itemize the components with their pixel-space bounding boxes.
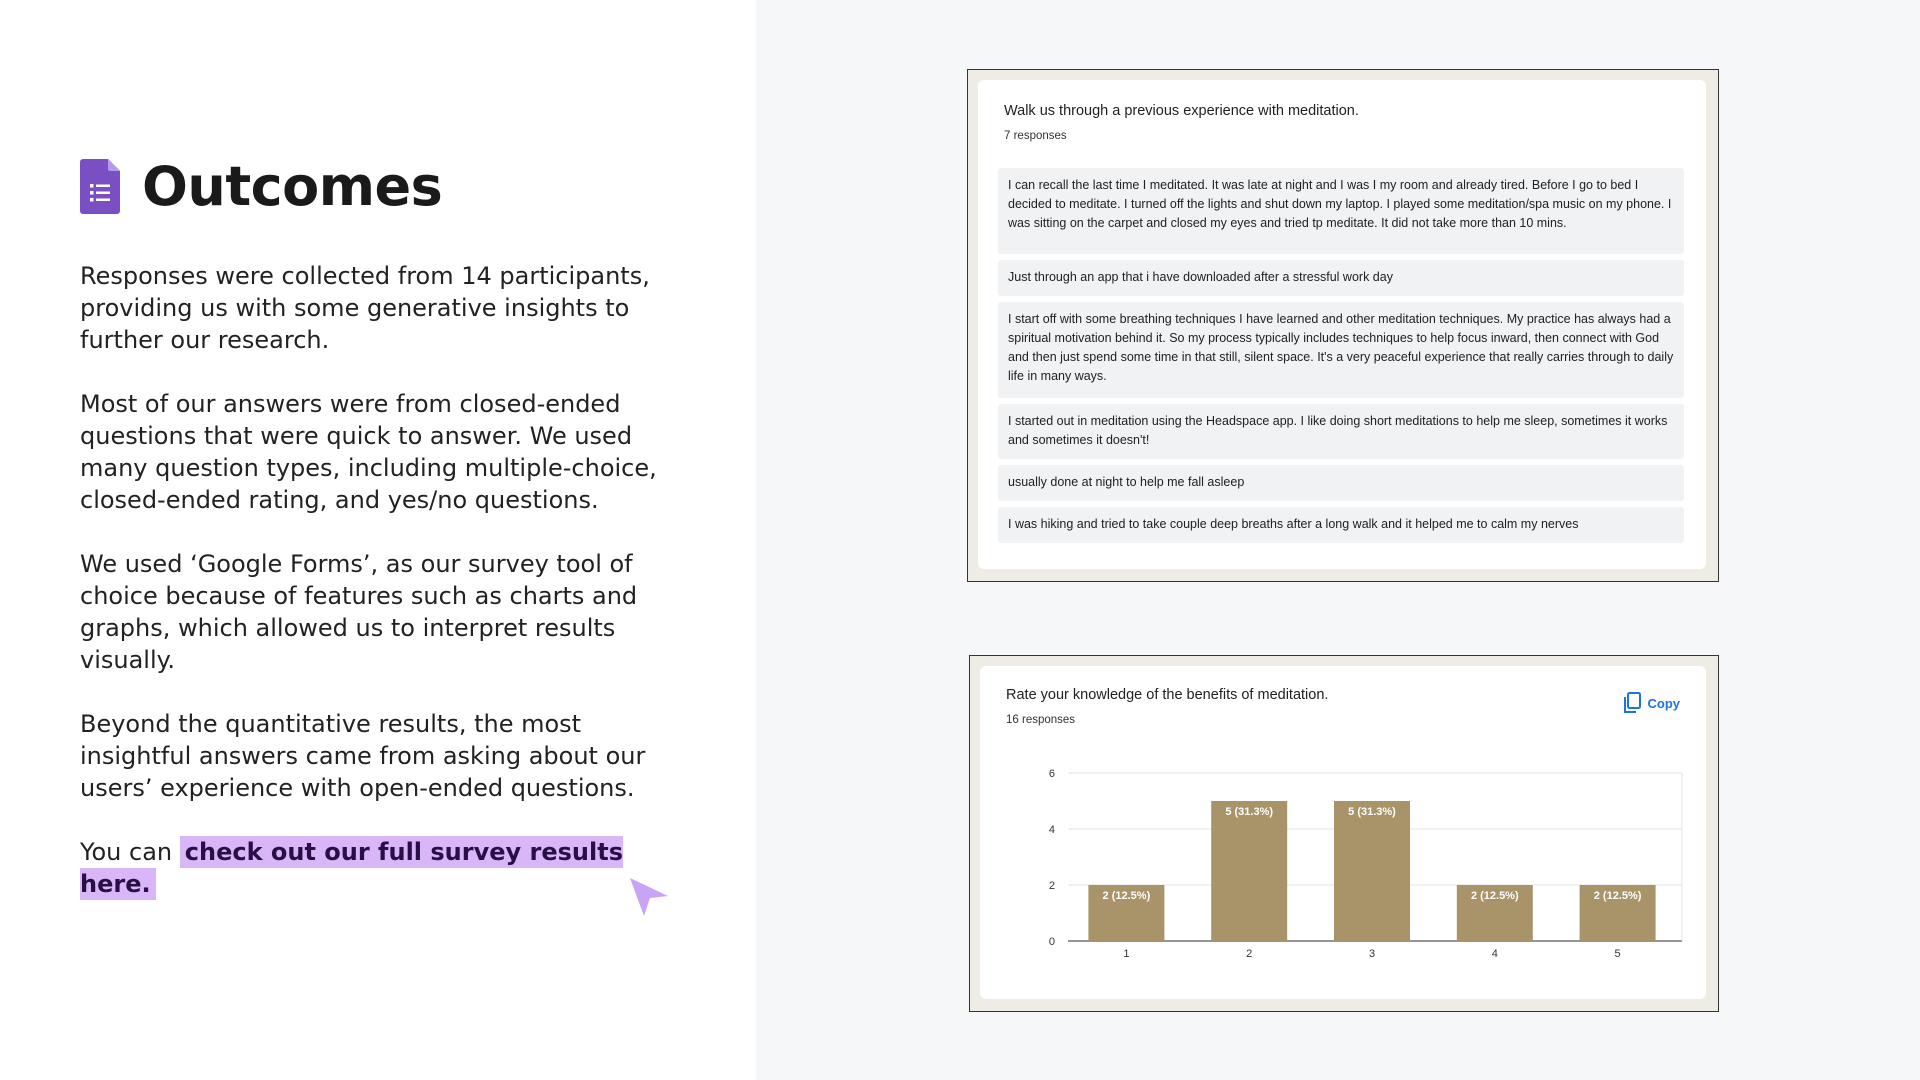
title-row [80,155,442,218]
x-tick-label: 2 [1246,948,1253,960]
y-tick-label: 2 [1048,880,1055,892]
paragraph-3: We used ‘Google Forms’, as our survey tool of choice because of features such as charts and graphs, which allowed us to interpret results visually. [80,550,638,674]
bar [1211,801,1287,941]
google-forms-icon [80,159,120,214]
x-tick-label: 4 [1491,948,1498,960]
question-title: Rate your knowledge of the benefits of meditation. [1006,687,1329,703]
cta-line [80,836,680,900]
rating-chart-sheet [980,666,1706,999]
paragraph-4: Beyond the quantitative results, the most insightful answers came from asking about our users’ experience with open-ended questions. [80,710,646,802]
page-title: Outcomes [142,155,443,218]
response-item: I start off with some breathing techniques I have learned and other meditation techniques. My practice has always had a spiritual motivation behind it. So my process typically includes techniques to help focus inward, then connect with God and then just spend some time in that still, silent space. It's a very peaceful experience that really carries through to daily life in many ways. [998,302,1684,398]
bar-data-label: 5 (31.3%) [1225,806,1274,818]
y-tick-label: 6 [1048,768,1055,780]
survey-results-link[interactable]: check out our full survey results here. [80,838,623,898]
rating-bar-chart [980,666,1706,999]
screenshots-panel [756,0,1920,1080]
pointer-cursor-icon [630,878,670,918]
response-item: I started out in meditation using the Headspace app. I like doing short meditations to help me sleep, sometimes it works and sometimes it doesn't! [998,404,1684,459]
content-panel [0,0,756,1080]
y-tick-label: 4 [1048,824,1055,836]
paragraph-2: Most of our answers were from closed-ended questions that were quick to answer. We used many question types, including multiple-choice, closed-ended rating, and yes/no questions. [80,390,657,514]
response-count: 16 responses [1006,714,1076,726]
body-text [80,260,680,932]
copy-label: Copy [1647,695,1680,711]
response-item: I can recall the last time I meditated. It was late at night and I was I my room and already tired. Before I go to bed I decided to meditate. I turned off the lights and shut down my laptop. I played some meditation/spa music on my phone. I was sitting on the carpet and closed my eyes and tried tp meditate. It did not take more than 10 mins. [998,168,1684,254]
cta-prefix: You can [80,838,180,866]
response-item: usually done at night to help me fall asleep [998,465,1684,501]
bar [1334,801,1410,941]
bar-data-label: 2 (12.5%) [1593,890,1642,902]
paragraph-1: Responses were collected from 14 participants, providing us with some generative insights to further our research. [80,262,650,354]
text-responses-card [967,69,1719,582]
question-title: Walk us through a previous experience with meditation. [1004,103,1359,119]
bar-data-label: 2 (12.5%) [1102,890,1151,902]
y-tick-label: 0 [1048,936,1055,948]
bar-data-label: 5 (31.3%) [1348,806,1396,818]
x-tick-label: 1 [1123,948,1130,960]
response-item: I was hiking and tried to take couple deep breaths after a long walk and it helped me to calm my nerves [998,507,1684,543]
x-tick-label: 3 [1368,948,1376,960]
response-count: 7 responses [1004,130,1067,142]
response-item: Just through an app that i have downloaded after a stressful work day [998,260,1684,296]
x-tick-label: 5 [1614,948,1621,960]
bar-data-label: 2 (12.5%) [1470,890,1519,902]
text-responses-sheet [978,80,1706,569]
rating-chart-card [969,655,1719,1012]
